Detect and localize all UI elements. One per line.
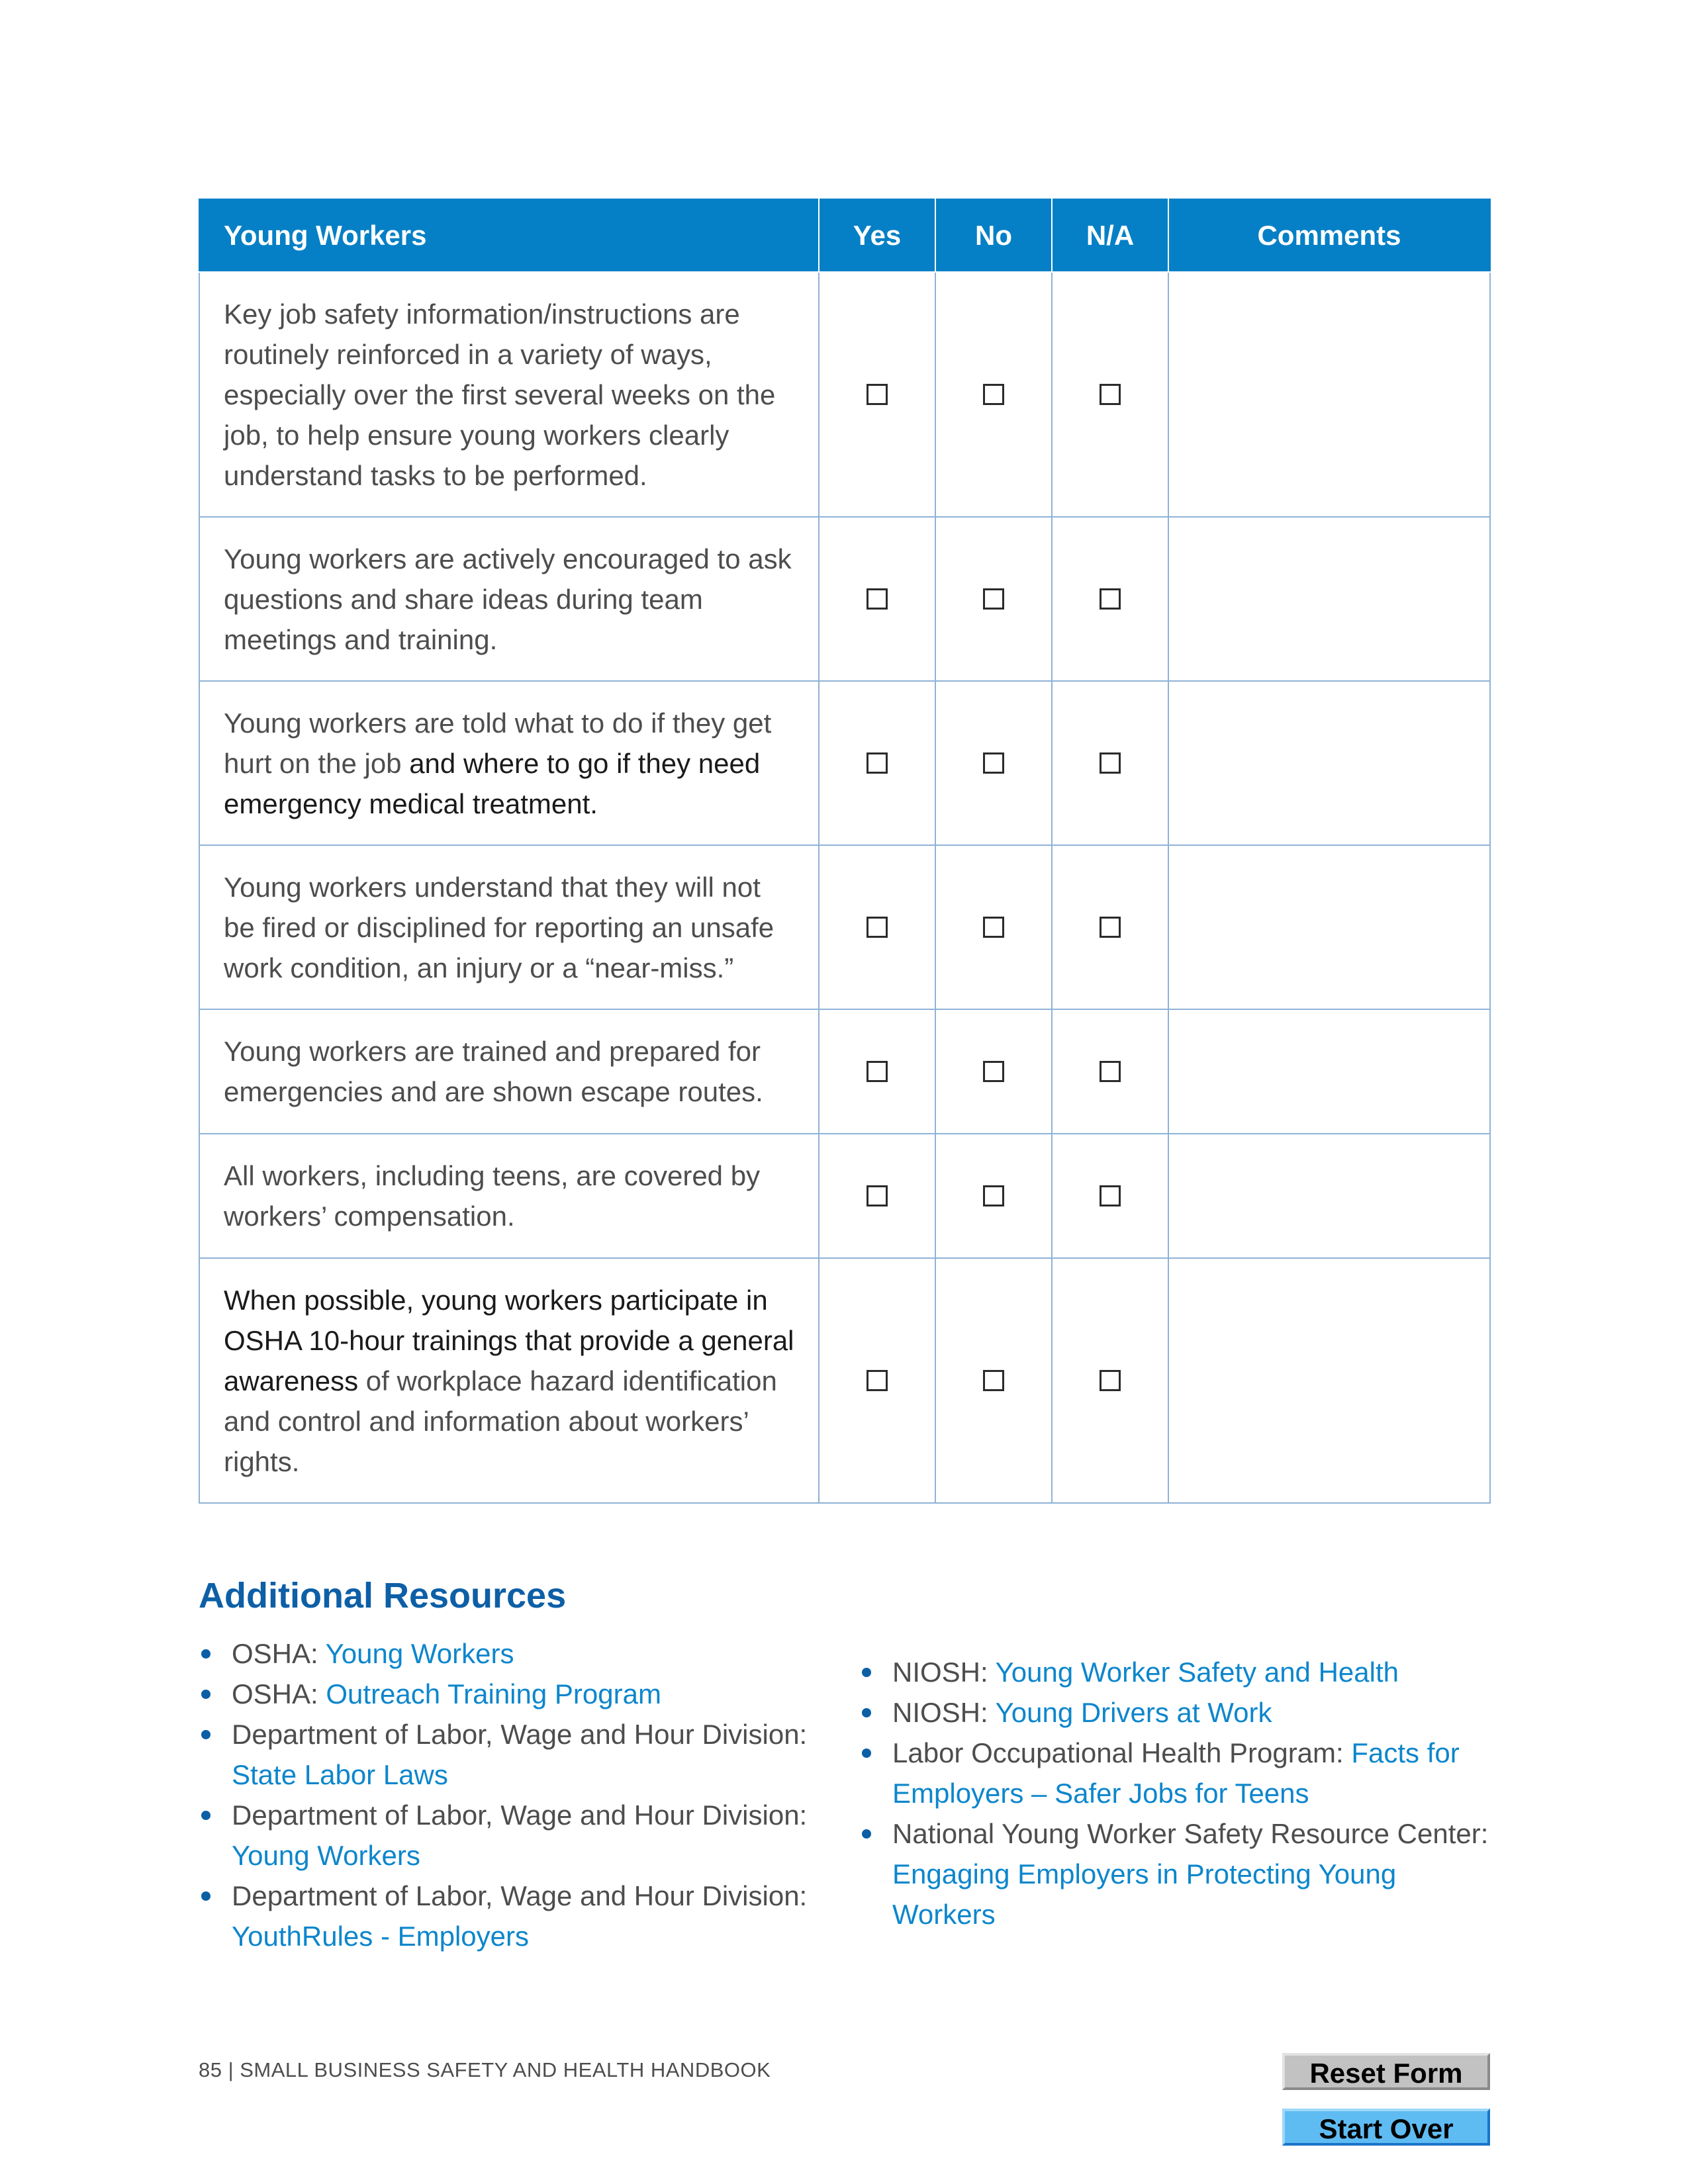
resource-source: OSHA: bbox=[232, 1638, 326, 1669]
no-checkbox[interactable] bbox=[983, 917, 1004, 938]
comments-field[interactable] bbox=[1168, 517, 1490, 681]
cell-yes bbox=[819, 1009, 935, 1134]
cell-na bbox=[1052, 1009, 1168, 1134]
comments-field[interactable] bbox=[1168, 272, 1490, 517]
comments-field[interactable] bbox=[1168, 1258, 1490, 1503]
cell-no bbox=[935, 517, 1052, 681]
resource-source: Labor Occupational Health Program: bbox=[892, 1737, 1352, 1768]
resource-link[interactable]: YouthRules - Employers bbox=[232, 1921, 529, 1952]
resource-link[interactable]: Facts for Employers – Safer Jobs for Teens bbox=[892, 1737, 1460, 1809]
resource-item bbox=[859, 1733, 1495, 1813]
resource-item bbox=[859, 1652, 1495, 1692]
cell-no bbox=[935, 1009, 1052, 1134]
cell-yes bbox=[819, 1134, 935, 1258]
na-checkbox[interactable] bbox=[1100, 384, 1121, 405]
yes-checkbox[interactable] bbox=[867, 1185, 888, 1206]
resource-source: Department of Labor, Wage and Hour Division: bbox=[232, 1880, 808, 1911]
question-text: and where to go if they need emergency medical treatment. bbox=[224, 747, 761, 819]
question-text: All workers, including teens, are covered by workers’ compensation. bbox=[224, 1160, 761, 1232]
cell-no bbox=[935, 272, 1052, 517]
checklist-row bbox=[199, 1134, 1490, 1258]
cell-yes bbox=[819, 272, 935, 517]
yes-checkbox[interactable] bbox=[867, 588, 888, 610]
reset-form-button[interactable]: Reset Form bbox=[1282, 2053, 1490, 2090]
resource-item bbox=[199, 1714, 834, 1795]
question-text: When possible, young workers participate in OSHA 10-hour trainings that provide a general awareness bbox=[224, 1284, 794, 1396]
resource-item bbox=[199, 1795, 834, 1876]
checklist-question bbox=[199, 845, 819, 1009]
checklist-row bbox=[199, 1258, 1490, 1503]
young-workers-checklist bbox=[199, 199, 1491, 1504]
checklist-row bbox=[199, 272, 1490, 517]
na-checkbox[interactable] bbox=[1100, 752, 1121, 774]
cell-no bbox=[935, 1258, 1052, 1503]
checklist-row bbox=[199, 1009, 1490, 1134]
question-text: Key job safety information/instructions are routinely reinforced in a variety of ways, especially over the first several weeks on the job, to help ensure young workers clearly understand tasks to be performed. bbox=[224, 298, 776, 491]
additional-resources-heading: Additional Resources bbox=[199, 1576, 567, 1615]
cell-no bbox=[935, 1134, 1052, 1258]
no-checkbox[interactable] bbox=[983, 384, 1004, 405]
cell-na bbox=[1052, 1258, 1168, 1503]
na-checkbox[interactable] bbox=[1100, 917, 1121, 938]
yes-checkbox[interactable] bbox=[867, 1061, 888, 1082]
cell-na bbox=[1052, 1134, 1168, 1258]
question-text: Young workers are told what to do if they get hurt on the job bbox=[224, 707, 772, 779]
checklist-question bbox=[199, 1009, 819, 1134]
resource-source: Department of Labor, Wage and Hour Division: bbox=[232, 1719, 808, 1750]
checklist-row bbox=[199, 681, 1490, 845]
header-young-workers: Young Workers bbox=[199, 199, 819, 272]
resource-item bbox=[859, 1692, 1495, 1733]
checklist-question bbox=[199, 681, 819, 845]
resource-item bbox=[199, 1876, 834, 1956]
resources-list-right bbox=[859, 1652, 1495, 1934]
yes-checkbox[interactable] bbox=[867, 752, 888, 774]
checklist-header-row bbox=[199, 199, 1490, 272]
no-checkbox[interactable] bbox=[983, 752, 1004, 774]
resource-link[interactable]: Young Workers bbox=[232, 1840, 420, 1871]
resource-item bbox=[199, 1674, 834, 1714]
checklist-question bbox=[199, 1134, 819, 1258]
cell-yes bbox=[819, 681, 935, 845]
yes-checkbox[interactable] bbox=[867, 1370, 888, 1391]
header-na: N/A bbox=[1052, 199, 1168, 272]
page-footer: 85 | SMALL BUSINESS SAFETY AND HEALTH HANDBOOK bbox=[199, 2058, 771, 2081]
na-checkbox[interactable] bbox=[1100, 588, 1121, 610]
cell-yes bbox=[819, 517, 935, 681]
no-checkbox[interactable] bbox=[983, 1061, 1004, 1082]
checklist-body bbox=[199, 272, 1490, 1503]
cell-yes bbox=[819, 1258, 935, 1503]
yes-checkbox[interactable] bbox=[867, 384, 888, 405]
header-no: No bbox=[935, 199, 1052, 272]
comments-field[interactable] bbox=[1168, 681, 1490, 845]
cell-na bbox=[1052, 517, 1168, 681]
header-yes: Yes bbox=[819, 199, 935, 272]
resource-source: National Young Worker Safety Resource Center: bbox=[892, 1818, 1489, 1849]
na-checkbox[interactable] bbox=[1100, 1185, 1121, 1206]
na-checkbox[interactable] bbox=[1100, 1061, 1121, 1082]
start-over-button[interactable]: Start Over bbox=[1282, 2109, 1490, 2146]
resource-link[interactable]: Young Drivers at Work bbox=[995, 1697, 1272, 1728]
question-text: of workplace hazard identification and control and information about workers’ rights. bbox=[224, 1365, 777, 1477]
question-text: Young workers are trained and prepared for emergencies and are shown escape routes. bbox=[224, 1036, 763, 1107]
resource-item bbox=[199, 1633, 834, 1674]
comments-field[interactable] bbox=[1168, 1009, 1490, 1134]
comments-field[interactable] bbox=[1168, 1134, 1490, 1258]
resource-source: NIOSH: bbox=[892, 1697, 996, 1728]
resource-source: OSHA: bbox=[232, 1678, 326, 1709]
checklist-row bbox=[199, 845, 1490, 1009]
header-comments: Comments bbox=[1168, 199, 1490, 272]
checklist-question bbox=[199, 1258, 819, 1503]
resource-item bbox=[859, 1813, 1495, 1934]
checklist-question bbox=[199, 517, 819, 681]
resource-link[interactable]: Engaging Employers in Protecting Young Workers bbox=[892, 1858, 1397, 1930]
cell-na bbox=[1052, 681, 1168, 845]
no-checkbox[interactable] bbox=[983, 1370, 1004, 1391]
yes-checkbox[interactable] bbox=[867, 917, 888, 938]
resource-link[interactable]: Outreach Training Program bbox=[326, 1678, 661, 1709]
resource-link[interactable]: Young Worker Safety and Health bbox=[995, 1657, 1399, 1688]
cell-na bbox=[1052, 845, 1168, 1009]
checklist-question bbox=[199, 272, 819, 517]
no-checkbox[interactable] bbox=[983, 588, 1004, 610]
no-checkbox[interactable] bbox=[983, 1185, 1004, 1206]
resource-link[interactable]: Young Workers bbox=[325, 1638, 514, 1669]
resource-source: Department of Labor, Wage and Hour Division: bbox=[232, 1799, 808, 1831]
resource-link[interactable]: State Labor Laws bbox=[232, 1759, 448, 1790]
question-text: Young workers are actively encouraged to ask questions and share ideas during team meetings and training. bbox=[224, 543, 792, 655]
cell-no bbox=[935, 681, 1052, 845]
na-checkbox[interactable] bbox=[1100, 1370, 1121, 1391]
resource-source: NIOSH: bbox=[892, 1657, 996, 1688]
question-text: Young workers understand that they will not be fired or disciplined for reporting an unsafe work condition, an injury or a “near-miss.” bbox=[224, 871, 774, 983]
resources-list-left bbox=[199, 1633, 834, 1956]
comments-field[interactable] bbox=[1168, 845, 1490, 1009]
cell-no bbox=[935, 845, 1052, 1009]
cell-yes bbox=[819, 845, 935, 1009]
checklist-row bbox=[199, 517, 1490, 681]
cell-na bbox=[1052, 272, 1168, 517]
